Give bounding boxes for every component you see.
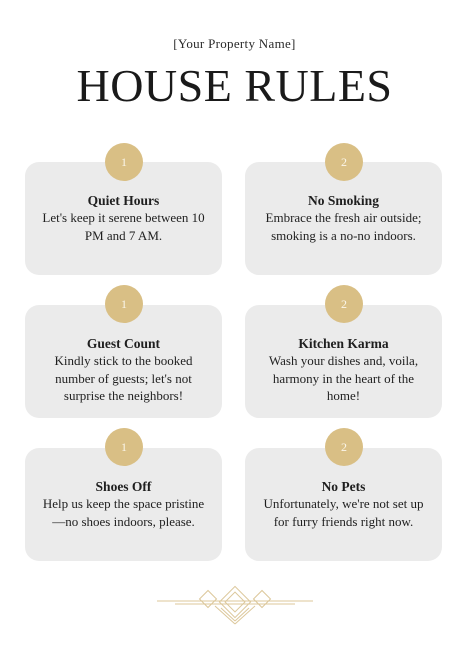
- rule-number-badge: 1: [105, 285, 143, 323]
- rule-text: Help us keep the space pristine—no shoes indoors, please.: [42, 496, 205, 529]
- page-title: HOUSE RULES: [76, 60, 393, 111]
- rule-title: Quiet Hours: [87, 193, 160, 208]
- rule-title: Shoes Off: [95, 479, 152, 494]
- rule-text: Kindly stick to the booked number of guests; let's not surprise the neighbors!: [54, 353, 193, 403]
- rule-text: Let's keep it serene between 10 PM and 7 AM.: [42, 210, 205, 243]
- rule-text: Embrace the fresh air outside; smoking is a no-no indoors.: [265, 210, 422, 243]
- rule-number-badge: 1: [105, 143, 143, 181]
- rule-number-badge: 2: [325, 285, 363, 323]
- rule-number-badge: 2: [325, 428, 363, 466]
- rule-text: Wash your dishes and, voila, harmony in the heart of the home!: [268, 353, 419, 403]
- rule-title: No Smoking: [308, 193, 379, 208]
- rule-title: Guest Count: [86, 336, 161, 351]
- rule-title: No Pets: [321, 479, 366, 494]
- art-deco-ornament-icon: [155, 584, 315, 628]
- rule-number-badge: 1: [105, 428, 143, 466]
- rule-number-badge: 2: [325, 143, 363, 181]
- rule-title: Kitchen Karma: [298, 336, 389, 351]
- rule-text: Unfortunately, we're not set up for furry friends right now.: [263, 496, 424, 529]
- property-name: [Your Property Name]: [173, 36, 296, 51]
